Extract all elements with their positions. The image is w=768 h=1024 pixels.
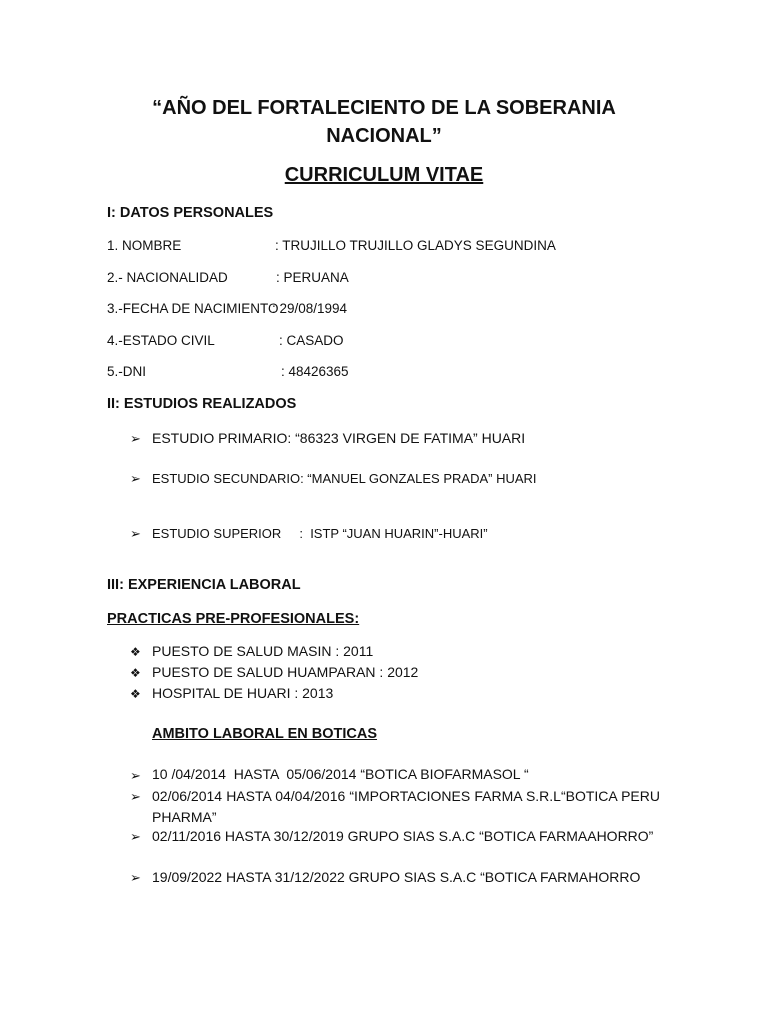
pharmacy-item-farmahorro-2022: 19/09/2022 HASTA 31/12/2022 GRUPO SIAS S.A.C “BOTICA FARMAHORRO: [152, 869, 641, 885]
document-title: CURRICULUM VITAE: [284, 164, 484, 186]
practice-item-huamparan: PUESTO DE SALUD HUAMPARAN : 2012: [152, 664, 419, 680]
study-item-secondary: ESTUDIO SECUNDARIO: “MANUEL GONZALES PRADA” HUARI: [152, 471, 537, 486]
field-label-dni: 5.-DNI: [107, 364, 147, 379]
header-line-1: “AÑO DEL FORTALECIENTO DE LA SOBERANIA: [152, 97, 616, 119]
field-label-nombre: 1. NOMBRE: [107, 238, 182, 253]
arrow-bullet-icon: ➢: [130, 789, 141, 804]
arrow-bullet-icon: ➢: [130, 526, 141, 541]
pharmacy-item-biofarmasol: 10 /04/2014 HASTA 05/06/2014 “BOTICA BIOFARMASOL “: [152, 766, 529, 782]
section-experience-heading: III: EXPERIENCIA LABORAL: [107, 577, 301, 593]
field-value-nacionalidad: : PERUANA: [276, 270, 349, 285]
header-line-2: NACIONAL”: [326, 125, 442, 147]
field-label-estado-civil: 4.-ESTADO CIVIL: [107, 333, 215, 348]
pharmacy-item-farmaahorro-2016: 02/11/2016 HASTA 30/12/2019 GRUPO SIAS S.A.C “BOTICA FARMAAHORRO”: [152, 828, 654, 844]
field-value-estado-civil: : CASADO: [279, 333, 344, 348]
study-item-primary: ESTUDIO PRIMARIO: “86323 VIRGEN DE FATIMA” HUARI: [152, 430, 526, 446]
document-header: [110, 94, 658, 150]
arrow-bullet-icon: ➢: [130, 471, 141, 486]
diamond-bullet-icon: ❖: [130, 645, 141, 659]
pharmacy-item-peru-pharma: 02/06/2014 HASTA 04/04/2016 “IMPORTACIONES FARMA S.R.L“BOTICA PERU PHARMA”: [152, 788, 660, 825]
study-item-superior: ESTUDIO SUPERIOR : ISTP “JUAN HUARIN”-HUARI”: [152, 526, 488, 541]
diamond-bullet-icon: ❖: [130, 687, 141, 701]
field-value-fecha-nacimiento: : 29/08/1994: [272, 301, 348, 316]
practices-heading: PRACTICAS PRE-PROFESIONALES:: [107, 611, 360, 627]
field-label-fecha-nacimiento: 3.-FECHA DE NACIMIENTO: [107, 301, 279, 316]
pharmacy-heading: AMBITO LABORAL EN BOTICAS: [152, 726, 378, 742]
arrow-bullet-icon: ➢: [130, 431, 141, 446]
diamond-bullet-icon: ❖: [130, 666, 141, 680]
section-personal-heading: I: DATOS PERSONALES: [107, 205, 274, 221]
arrow-bullet-icon: ➢: [130, 768, 141, 783]
practice-item-hospital-huari: HOSPITAL DE HUARI : 2013: [152, 685, 334, 701]
arrow-bullet-icon: ➢: [130, 829, 141, 844]
field-label-nacionalidad: 2.- NACIONALIDAD: [107, 270, 228, 285]
practice-item-masin: PUESTO DE SALUD MASIN : 2011: [152, 643, 374, 659]
section-studies-heading: II: ESTUDIOS REALIZADOS: [107, 396, 297, 412]
field-value-nombre: : TRUJILLO TRUJILLO GLADYS SEGUNDINA: [275, 238, 556, 253]
arrow-bullet-icon: ➢: [130, 870, 141, 885]
field-value-dni: : 48426365: [281, 364, 349, 379]
